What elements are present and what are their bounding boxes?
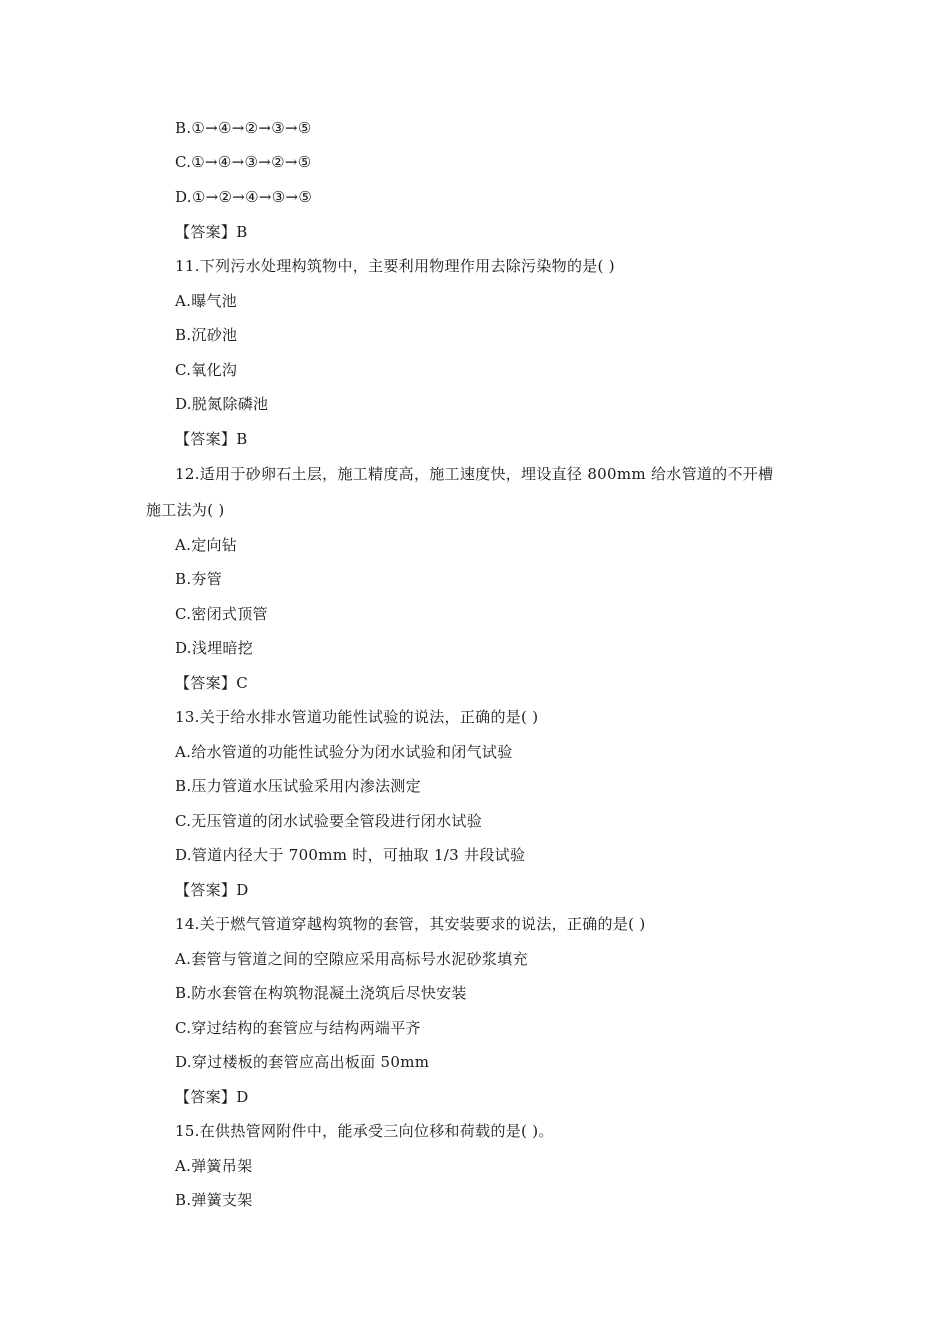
option-q11-c: C.氧化沟 [175,361,238,379]
question-13-stem: 13.关于给水排水管道功能性试验的说法，正确的是( ) [175,708,539,726]
answer-q11: 【答案】B [175,430,248,448]
option-q14-b: B.防水套管在构筑物混凝土浇筑后尽快安装 [175,984,467,1002]
question-12-stem-line2: 施工法为( ) [146,501,225,519]
option-q10-c: C.①→④→③→②→⑤ [175,153,312,171]
question-15-stem: 15.在供热管网附件中，能承受三向位移和荷载的是( )。 [175,1122,554,1140]
option-q11-b: B.沉砂池 [175,326,238,344]
option-q15-b: B.弹簧支架 [175,1191,253,1209]
option-q13-b: B.压力管道水压试验采用内渗法测定 [175,777,421,795]
answer-q10: 【答案】B [175,223,248,241]
option-q13-d: D.管道内径大于 700mm 时，可抽取 1/3 井段试验 [175,846,526,864]
option-q11-d: D.脱氮除磷池 [175,395,269,413]
option-q10-b: B.①→④→②→③→⑤ [175,119,312,137]
option-q10-d: D.①→②→④→③→⑤ [175,188,313,206]
option-q13-a: A.给水管道的功能性试验分为闭水试验和闭气试验 [175,743,513,761]
option-q12-d: D.浅埋暗挖 [175,639,254,657]
option-q14-c: C.穿过结构的套管应与结构两端平齐 [175,1019,421,1037]
option-q15-a: A.弹簧吊架 [175,1157,253,1175]
option-q14-d: D.穿过楼板的套管应高出板面 50mm [175,1053,430,1071]
option-q11-a: A.曝气池 [175,292,238,310]
question-11-stem: 11.下列污水处理构筑物中，主要利用物理作用去除污染物的是( ) [175,257,615,275]
answer-q14: 【答案】D [175,1088,249,1106]
option-q13-c: C.无压管道的闭水试验要全管段进行闭水试验 [175,812,483,830]
question-14-stem: 14.关于燃气管道穿越构筑物的套管，其安装要求的说法，正确的是( ) [175,915,646,933]
option-q12-c: C.密闭式顶管 [175,605,268,623]
option-q12-a: A.定向钻 [175,536,238,554]
option-q12-b: B.夯管 [175,570,222,588]
answer-q12: 【答案】C [175,674,248,692]
answer-q13: 【答案】D [175,881,249,899]
option-q14-a: A.套管与管道之间的空隙应采用高标号水泥砂浆填充 [175,950,528,968]
question-12-stem-line1: 12.适用于砂卵石土层，施工精度高，施工速度快，埋设直径 800mm 给水管道的不开槽 [175,465,774,483]
